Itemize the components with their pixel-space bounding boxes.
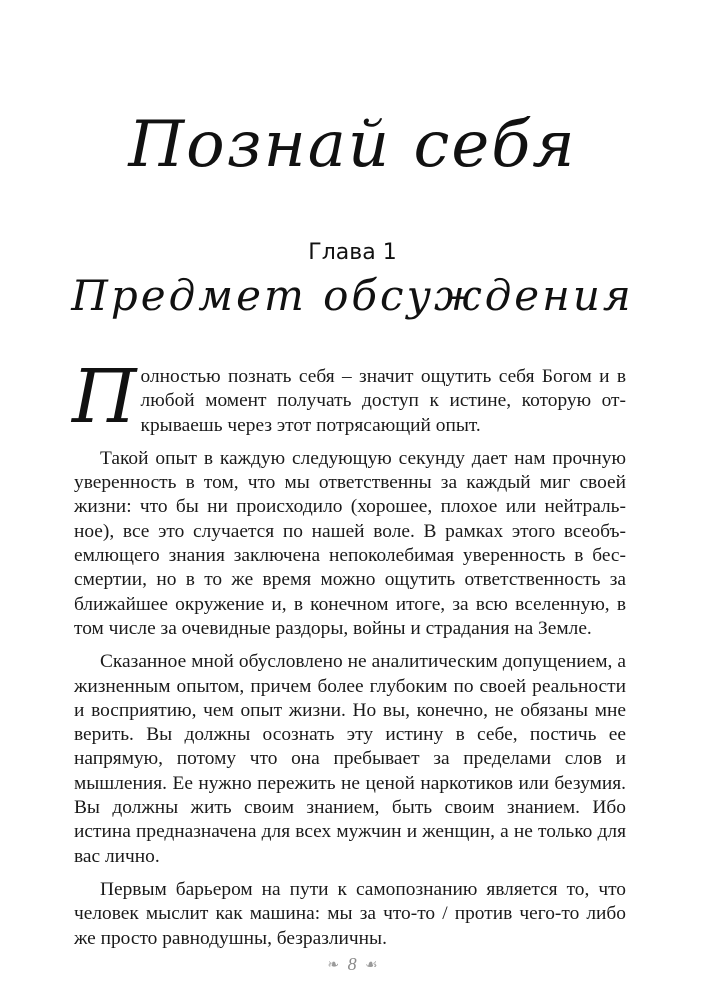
paragraph-2: Такой опыт в каждую следующую секунду дает нам прочную уверенность в том, что мы ответственны за каждый миг своей жизни: что бы ни происходило (хорошее, плохое или нейтральное), все это случается по нашей воле. В рамках этого всеобъемлющего знания заключена непоколебимая уверенность в бессмертии, но в то же время можно ощутить ответственность за ближайшее окружение и, в конечном итоге, за всю вселенную, в том числе за очевидные раздоры, войны и страдания на Земле. xyxy=(74,447,626,639)
drop-cap: П xyxy=(72,354,137,440)
paragraph-1-text: олностью познать себя – значит ощутить себя Богом и в любой момент получать доступ к истине, которую открываешь через этот потрясающий опыт. xyxy=(140,366,626,436)
chapter-title: Предмет обсуждения xyxy=(71,271,634,320)
page-folio xyxy=(0,953,705,977)
book-title: Познай себя xyxy=(128,108,577,182)
ornament-right-icon: ☙ xyxy=(365,958,378,973)
chapter-label: Глава 1 xyxy=(308,240,397,265)
paragraph-3: Сказанное мной обусловлено не аналитическим допущением, а жизненным опытом, причем более глубоким по своей реальности и восприятию, чем опыт жизни. Но вы, конечно, не обязаны мне верить. Вы должны осознать эту истину в себе, постичь ее напрямую, потому что она пребывает за пределами слов и мышления. Ее нужно пережить не ценой наркотиков или безумия. Вы должны жить своим знанием, быть своим знанием. Ибо истина предназначена для всех мужчин и женщин, а не только для вас лично. xyxy=(74,651,626,867)
paragraph-1 xyxy=(72,354,626,440)
page-number: 8 xyxy=(347,954,357,974)
paragraph-4: Первым барьером на пути к самопознанию является то, что человек мыслит как машина: мы за что-то / против чего-то либо же просто равнодушны, безразличны. xyxy=(74,878,626,949)
chapter-body xyxy=(72,354,626,960)
ornament-left-icon: ❧ xyxy=(327,958,340,973)
